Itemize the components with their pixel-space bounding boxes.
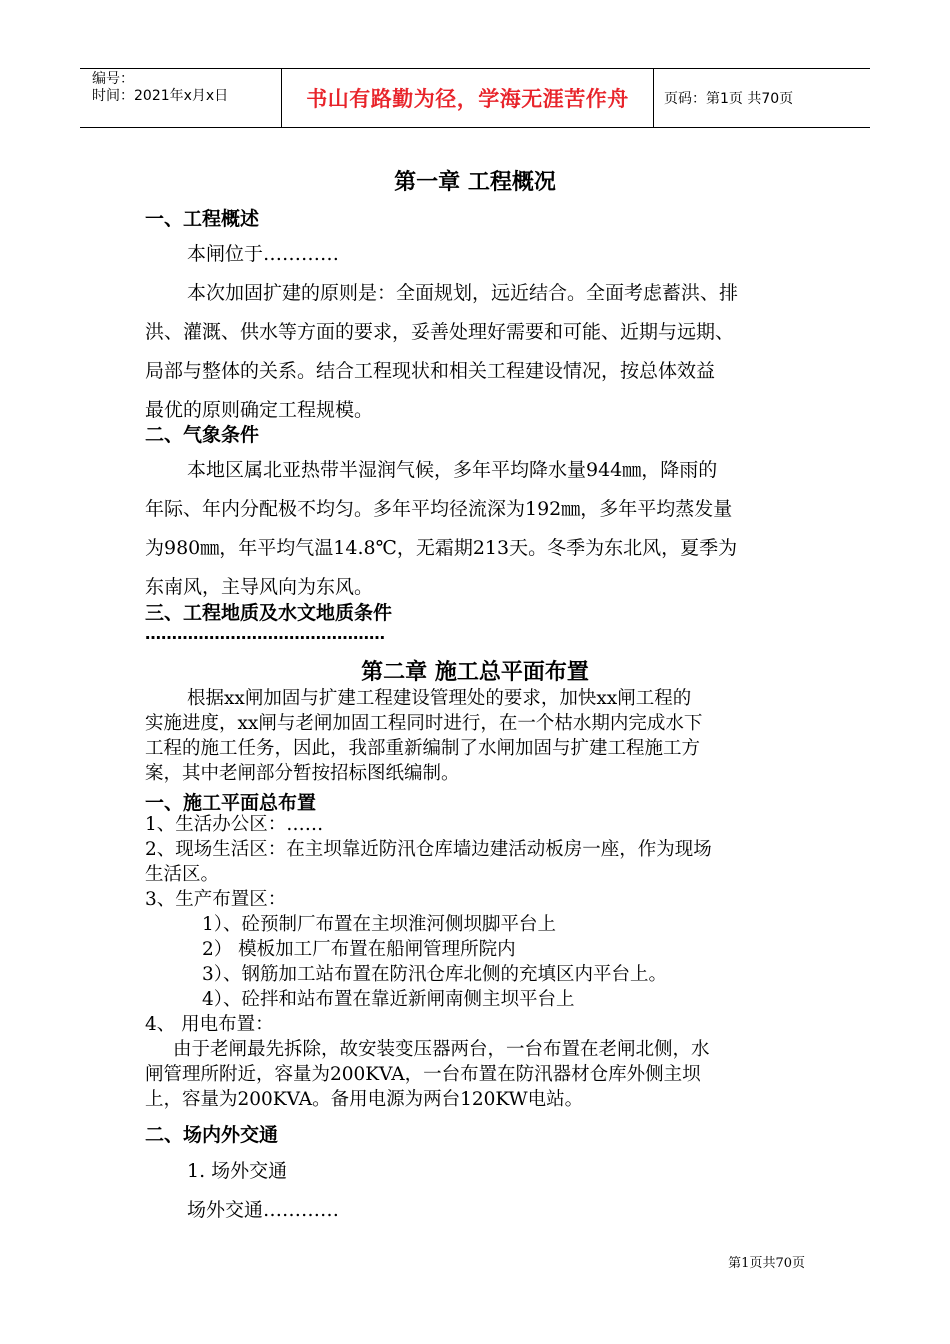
header-number-label: 编号： xyxy=(92,71,134,87)
header-time-label: 时间：2021年x月x日 xyxy=(92,88,229,104)
list-item: 3、生产布置区： xyxy=(145,889,287,910)
chapter1-section3-dots: ……………………………………… xyxy=(145,624,385,643)
chapter2-section1-list xyxy=(145,812,805,1112)
chapter1-section1-principle xyxy=(145,274,805,430)
chapter1-section3-title: 三、工程地质及水文地质条件 xyxy=(145,602,393,624)
chapter2-intro xyxy=(145,686,805,786)
paragraph-line: 闸管理所附近，容量为200KVA，一台布置在防汛器材仓库外侧主坝 xyxy=(145,1064,701,1085)
chapter1-section2-title: 二、气象条件 xyxy=(145,424,260,446)
header-motto: 书山有路勤为径，学海无涯苦作舟 xyxy=(282,69,654,127)
sub-list-item: 1）、砼预制厂布置在主坝淮河侧坝脚平台上 xyxy=(202,914,557,935)
chapter1-section1-title: 一、工程概述 xyxy=(145,208,260,230)
paragraph-line: 上，容量为200KVA。备用电源为两台120KW电站。 xyxy=(145,1089,584,1110)
paragraph-line: 工程的施工任务，因此，我部重新编制了水闸加固与扩建工程施工方 xyxy=(145,738,701,759)
paragraph-line: 最优的原则确定工程规模。 xyxy=(145,399,374,421)
page-footer: 第1页共70页 xyxy=(728,1256,805,1271)
chapter2-title: 第二章 施工总平面布置 xyxy=(361,660,589,685)
paragraph-line: 本次加固扩建的原则是：全面规划，远近结合。全面考虑蓄洪、排 xyxy=(187,282,739,304)
page-header xyxy=(80,68,870,128)
list-item: 生活区。 xyxy=(145,864,220,885)
chapter2-section1-title: 一、施工平面总布置 xyxy=(145,792,317,814)
sub-list-item: 2） 模板加工厂布置在船闸管理所院内 xyxy=(202,939,516,960)
header-page-info: 页码：第1页 共70页 xyxy=(664,91,794,107)
paragraph-line: 案，其中老闸部分暂按招标图纸编制。 xyxy=(145,763,460,784)
paragraph-line: 洪、灌溉、供水等方面的要求，妥善处理好需要和可能、近期与远期、 xyxy=(145,321,735,343)
paragraph-line: 东南风，主导风向为东风。 xyxy=(145,576,374,598)
sub-list-item: 3）、钢筋加工站布置在防汛仓库北侧的充填区内平台上。 xyxy=(202,964,668,985)
list-item: 2、现场生活区：在主坝靠近防汛仓库墙边建活动板房一座，作为现场 xyxy=(145,839,712,860)
sub-list-item: 4）、砼拌和站布置在靠近新闸南侧主坝平台上 xyxy=(202,989,575,1010)
chapter1-section1-location: 本闸位于………… xyxy=(187,243,340,265)
paragraph-line: 局部与整体的关系。结合工程现状和相关工程建设情况，按总体效益 xyxy=(145,360,716,382)
paragraph-line: 年际、年内分配极不均匀。多年平均径流深为192㎜，多年平均蒸发量 xyxy=(145,498,733,520)
paragraph-line: 实施进度，xx闸与老闸加固工程同时进行，在一个枯水期内完成水下 xyxy=(145,713,703,734)
chapter1-title: 第一章 工程概况 xyxy=(394,170,556,195)
header-meta xyxy=(80,69,282,127)
chapter1-section2-climate xyxy=(145,451,805,607)
paragraph-line: 本地区属北亚热带半湿润气候，多年平均降水量944㎜，降雨的 xyxy=(187,459,718,481)
paragraph-line: 为980㎜，年平均气温14.8℃，无霜期213天。冬季为东北风，夏季为 xyxy=(145,537,738,559)
list-item: 4、 用电布置： xyxy=(145,1014,274,1035)
chapter2-traffic-body: 场外交通………… xyxy=(187,1199,340,1221)
paragraph-line: 根据xx闸加固与扩建工程建设管理处的要求，加快xx闸工程的 xyxy=(187,688,692,709)
paragraph-line: 由于老闸最先拆除，故安装变压器两台，一台布置在老闸北侧，水 xyxy=(173,1039,710,1060)
list-item: 1、生活办公区：…… xyxy=(145,814,324,835)
chapter2-traffic-heading: 1. 场外交通 xyxy=(187,1160,288,1182)
chapter2-section2-title: 二、场内外交通 xyxy=(145,1124,279,1146)
